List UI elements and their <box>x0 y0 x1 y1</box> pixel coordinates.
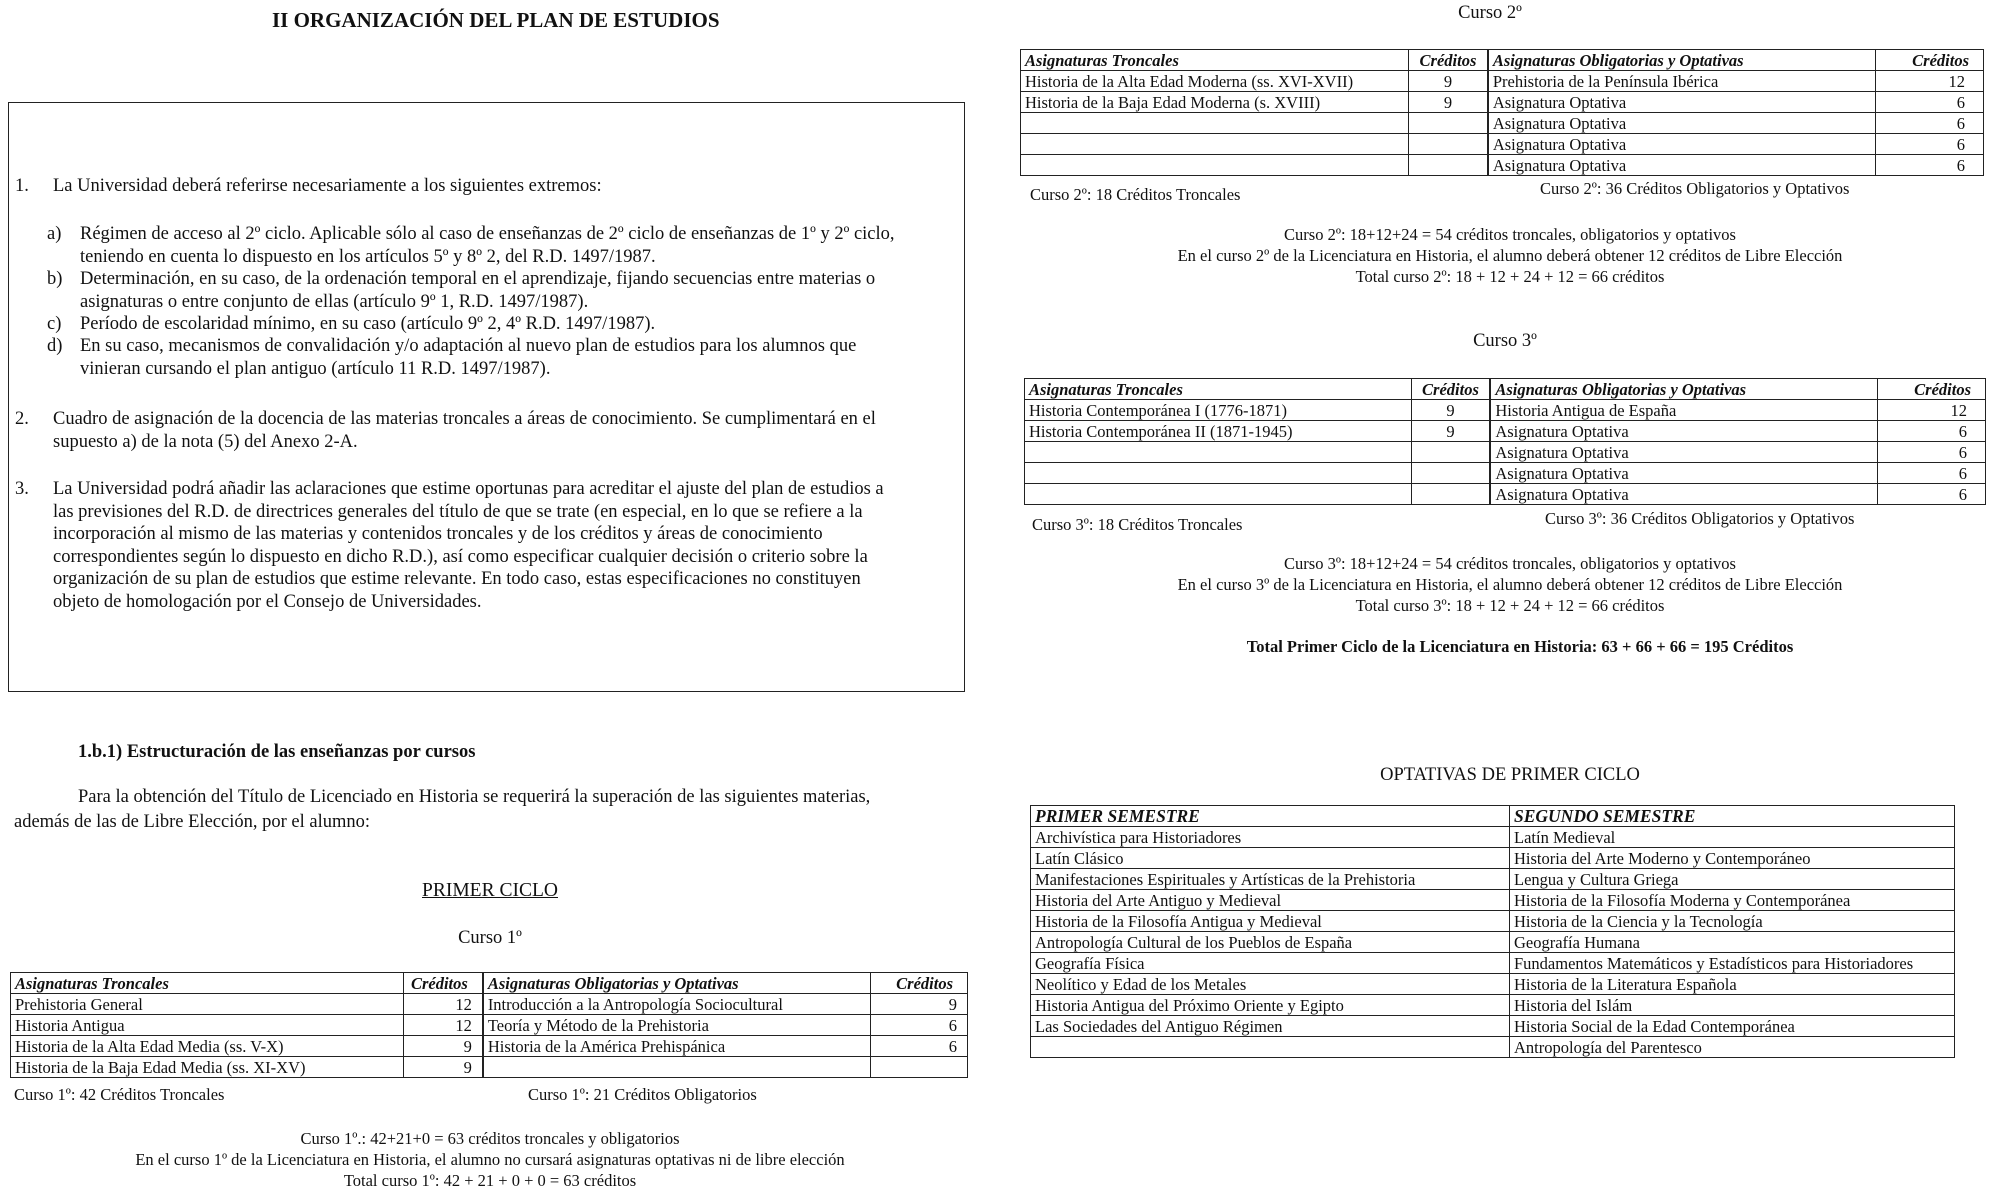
table-row <box>11 994 968 1015</box>
sub-label: b) <box>47 269 63 289</box>
cell-creditos <box>1409 155 1488 176</box>
cell-troncal <box>1025 442 1412 463</box>
header-creditos-2: Créditos <box>870 973 967 994</box>
curso3-foot-left: Curso 3º: 18 Créditos Troncales <box>1032 515 1243 534</box>
cell-primer: Antropología Cultural de los Pueblos de España <box>1031 932 1510 953</box>
sub-line: vinieran cursando el plan antiguo (artículo 11 R.D. 1497/1987). <box>80 358 551 379</box>
cell-troncal <box>1021 113 1409 134</box>
sub-label: a) <box>47 224 62 244</box>
cell-troncal: Historia de la Alta Edad Moderna (ss. XVI-XVII) <box>1021 71 1409 92</box>
cell-obligatoria: Asignatura Optativa <box>1490 463 1877 484</box>
note-line: Cuadro de asignación de la docencia de las materias troncales a áreas de conocimiento. Se cumplimentará en el <box>53 409 876 429</box>
cell-creditos: 6 <box>1875 155 1983 176</box>
curso1-foot-right: Curso 1º: 21 Créditos Obligatorios <box>528 1085 757 1104</box>
summary-line: En el curso 2º de la Licenciatura en Historia, el alumno deberá obtener 12 créditos de Libre Elección <box>1177 246 1843 265</box>
table-header-row <box>1021 50 1984 71</box>
cell-obligatoria: Introducción a la Antropología Sociocultural <box>483 994 870 1015</box>
cell-obligatoria: Asignatura Optativa <box>1488 92 1875 113</box>
table-row <box>1021 155 1984 176</box>
cell-troncal: Historia de la Baja Edad Moderna (s. XVIII) <box>1021 92 1409 113</box>
cell-troncal: Historia de la Alta Edad Media (ss. V-X) <box>11 1036 404 1057</box>
cell-segundo: Historia de la Filosofía Moderna y Contemporánea <box>1510 890 1955 911</box>
note-text: La Universidad deberá referirse necesariamente a los siguientes extremos: <box>53 176 602 196</box>
cell-creditos: 9 <box>870 994 967 1015</box>
table-row <box>11 1057 968 1078</box>
note-number: 3. <box>15 479 29 499</box>
sub-line: Régimen de acceso al 2º ciclo. Aplicable sólo al caso de enseñanzas de 2º ciclo de enseñanzas de 1º y 2º ciclo, <box>80 224 895 244</box>
cell-troncal <box>1021 155 1409 176</box>
cell-primer <box>1031 1037 1510 1058</box>
cell-primer: Latín Clásico <box>1031 848 1510 869</box>
cell-obligatoria: Historia Antigua de España <box>1490 400 1877 421</box>
cell-obligatoria: Asignatura Optativa <box>1490 421 1877 442</box>
cell-primer: Archivística para Historiadores <box>1031 827 1510 848</box>
cell-creditos: 6 <box>1877 421 1985 442</box>
curso2-foot-left: Curso 2º: 18 Créditos Troncales <box>1030 185 1241 204</box>
cell-obligatoria: Prehistoria de la Península Ibérica <box>1488 71 1875 92</box>
summary-line: Total curso 3º: 18 + 12 + 24 + 12 = 66 créditos <box>1355 596 1665 615</box>
header-creditos: Créditos <box>1409 50 1488 71</box>
note-line: objeto de homologación por el Consejo de Universidades. <box>53 591 482 612</box>
note-line: organización de su plan de estudios que estime relevante. En todo caso, estas especificaciones no constituyen <box>53 569 861 589</box>
cell-troncal: Historia de la Baja Edad Media (ss. XI-XV) <box>11 1057 404 1078</box>
sub-line: Determinación, en su caso, de la ordenación temporal en el aprendizaje, fijando secuencias entre materias o <box>80 269 876 289</box>
section-heading: 1.b.1) Estructuración de las enseñanzas por cursos <box>78 742 476 762</box>
cell-troncal: Historia Antigua <box>11 1015 404 1036</box>
cell-primer: Historia Antigua del Próximo Oriente y Egipto <box>1031 995 1510 1016</box>
curso1-summary <box>40 1128 940 1191</box>
cell-creditos <box>1411 442 1490 463</box>
curso2-foot-right: Curso 2º: 36 Créditos Obligatorios y Optativos <box>1540 179 1850 198</box>
cell-primer: Historia de la Filosofía Antigua y Medieval <box>1031 911 1510 932</box>
curso1-foot-left: Curso 1º: 42 Créditos Troncales <box>14 1085 225 1104</box>
curso3-title: Curso 3º <box>1473 331 1537 351</box>
table-row <box>1031 1037 1955 1058</box>
sub-label: c) <box>47 314 62 334</box>
note-number: 1. <box>15 176 29 196</box>
header-troncales: Asignaturas Troncales <box>1021 50 1409 71</box>
cell-troncal <box>1021 134 1409 155</box>
table-row <box>1031 1016 1955 1037</box>
curso1-table <box>10 972 968 1078</box>
cell-segundo: Historia Social de la Edad Contemporánea <box>1510 1016 1955 1037</box>
cell-creditos: 9 <box>1409 92 1488 113</box>
note-line: supuesto a) de la nota (5) del Anexo 2-A. <box>53 431 358 452</box>
summary-line: En el curso 3º de la Licenciatura en Historia, el alumno deberá obtener 12 créditos de Libre Elección <box>1177 575 1843 594</box>
summary-line: Total curso 1º: 42 + 21 + 0 + 0 = 63 créditos <box>343 1171 637 1190</box>
table-row <box>1025 463 1986 484</box>
cell-creditos <box>1409 134 1488 155</box>
header-primer-semestre: PRIMER SEMESTRE <box>1031 806 1510 827</box>
table-row <box>1031 995 1955 1016</box>
cell-creditos: 9 <box>1409 71 1488 92</box>
cell-troncal: Prehistoria General <box>11 994 404 1015</box>
cell-obligatoria: Asignatura Optativa <box>1490 484 1877 505</box>
cell-troncal: Historia Contemporánea II (1871-1945) <box>1025 421 1412 442</box>
section-paragraph-line: además de las de Libre Elección, por el alumno: <box>14 812 370 832</box>
table-header-row <box>1025 379 1986 400</box>
curso2-summary <box>1060 224 1960 287</box>
header-creditos: Créditos <box>404 973 483 994</box>
header-obligatorias: Asignaturas Obligatorias y Optativas <box>1490 379 1877 400</box>
cell-creditos: 6 <box>870 1015 967 1036</box>
table-row <box>11 1015 968 1036</box>
cell-creditos: 9 <box>1411 421 1490 442</box>
summary-line: En el curso 1º de la Licenciatura en Historia, el alumno no cursará asignaturas optativas ni de libre elección <box>135 1150 845 1169</box>
optativas-title: OPTATIVAS DE PRIMER CICLO <box>1380 765 1640 785</box>
note-number: 2. <box>15 409 29 429</box>
note-line: incorporación al mismo de las materias y contenidos troncales y de los créditos y áreas de conocimiento <box>53 524 823 544</box>
header-troncales: Asignaturas Troncales <box>1025 379 1412 400</box>
cell-primer: Neolítico y Edad de los Metales <box>1031 974 1510 995</box>
cell-creditos: 6 <box>1877 463 1985 484</box>
cell-segundo: Geografía Humana <box>1510 932 1955 953</box>
sub-line: En su caso, mecanismos de convalidación y/o adaptación al nuevo plan de estudios para los alumnos que <box>80 336 857 356</box>
table-row <box>1031 890 1955 911</box>
total-ciclo: Total Primer Ciclo de la Licenciatura en Historia: 63 + 66 + 66 = 195 Créditos <box>1246 637 1794 656</box>
header-creditos-2: Créditos <box>1877 379 1985 400</box>
cell-creditos <box>1409 113 1488 134</box>
cell-creditos: 6 <box>1875 113 1983 134</box>
page-heading: II ORGANIZACIÓN DEL PLAN DE ESTUDIOS <box>272 8 720 32</box>
table-row <box>1025 421 1986 442</box>
summary-line: Total curso 2º: 18 + 12 + 24 + 12 = 66 créditos <box>1355 267 1665 286</box>
cell-segundo: Antropología del Parentesco <box>1510 1037 1955 1058</box>
summary-line: Curso 1º.: 42+21+0 = 63 créditos troncales y obligatorios <box>300 1129 680 1148</box>
note-line: correspondientes según lo dispuesto en dicho R.D.), así como especificar cualquier decisión o criterio sobre la <box>53 546 868 567</box>
note-line: La Universidad podrá añadir las aclaraciones que estime oportunas para acreditar el ajuste del plan de estudios a <box>53 479 884 499</box>
table-header-row <box>11 973 968 994</box>
optativas-table <box>1030 805 1955 1058</box>
cell-primer: Las Sociedades del Antiguo Régimen <box>1031 1016 1510 1037</box>
curso3-foot-right: Curso 3º: 36 Créditos Obligatorios y Optativos <box>1545 509 1855 528</box>
table-row <box>1025 400 1986 421</box>
cell-segundo: Historia del Arte Moderno y Contemporáneo <box>1510 848 1955 869</box>
cell-segundo: Fundamentos Matemáticos y Estadísticos para Historiadores <box>1510 953 1955 974</box>
cell-obligatoria: Asignatura Optativa <box>1488 155 1875 176</box>
cell-obligatoria: Teoría y Método de la Prehistoria <box>483 1015 870 1036</box>
notes-box <box>8 102 965 692</box>
cell-troncal <box>1025 484 1412 505</box>
sub-label: d) <box>47 336 63 356</box>
curso3-table <box>1024 378 1986 505</box>
cell-primer: Historia del Arte Antiguo y Medieval <box>1031 890 1510 911</box>
header-creditos-2: Créditos <box>1875 50 1983 71</box>
curso2-title: Curso 2º <box>1458 3 1522 23</box>
curso3-summary <box>1060 553 1960 616</box>
cell-troncal <box>1025 463 1412 484</box>
curso2-table <box>1020 49 1984 176</box>
cell-creditos <box>1411 463 1490 484</box>
cell-creditos: 6 <box>1875 92 1983 113</box>
cell-creditos: 12 <box>1875 71 1983 92</box>
summary-line: Curso 3º: 18+12+24 = 54 créditos troncales, obligatorios y optativos <box>1284 554 1736 573</box>
cell-primer: Geografía Física <box>1031 953 1510 974</box>
cell-segundo: Historia del Islám <box>1510 995 1955 1016</box>
table-row <box>1021 71 1984 92</box>
table-header-row <box>1031 806 1955 827</box>
cell-creditos: 9 <box>1411 400 1490 421</box>
table-row <box>1025 484 1986 505</box>
cell-segundo: Historia de la Ciencia y la Tecnología <box>1510 911 1955 932</box>
table-row <box>1031 974 1955 995</box>
table-row <box>1031 953 1955 974</box>
cell-segundo: Historia de la Literatura Española <box>1510 974 1955 995</box>
table-row <box>1021 92 1984 113</box>
table-row <box>1025 442 1986 463</box>
cell-creditos: 6 <box>870 1036 967 1057</box>
cell-creditos: 6 <box>1877 442 1985 463</box>
cell-creditos: 9 <box>404 1036 483 1057</box>
summary-line: Curso 2º: 18+12+24 = 54 créditos troncales, obligatorios y optativos <box>1284 225 1736 244</box>
cell-obligatoria: Asignatura Optativa <box>1488 134 1875 155</box>
header-obligatorias: Asignaturas Obligatorias y Optativas <box>1488 50 1875 71</box>
header-segundo-semestre: SEGUNDO SEMESTRE <box>1510 806 1955 827</box>
table-row <box>1021 134 1984 155</box>
header-obligatorias: Asignaturas Obligatorias y Optativas <box>483 973 870 994</box>
cycle-title <box>320 880 660 902</box>
cell-obligatoria <box>483 1057 870 1078</box>
cycle-title-text: PRIMER CICLO <box>422 880 558 901</box>
cell-creditos: 12 <box>404 1015 483 1036</box>
cell-obligatoria: Asignatura Optativa <box>1490 442 1877 463</box>
table-row <box>1021 113 1984 134</box>
table-row <box>1031 932 1955 953</box>
cell-segundo: Lengua y Cultura Griega <box>1510 869 1955 890</box>
cell-segundo: Latín Medieval <box>1510 827 1955 848</box>
cell-creditos: 12 <box>404 994 483 1015</box>
note-line: las previsiones del R.D. de directrices generales del título de que se trate (en especial, en lo que se refiere a la <box>53 501 863 522</box>
cell-creditos <box>1411 484 1490 505</box>
cell-creditos: 6 <box>1877 484 1985 505</box>
cell-creditos: 12 <box>1877 400 1985 421</box>
sub-line: teniendo en cuenta lo dispuesto en los artículos 5º y 8º 2, del R.D. 1497/1987. <box>80 246 656 267</box>
table-row <box>1031 869 1955 890</box>
cell-troncal: Historia Contemporánea I (1776-1871) <box>1025 400 1412 421</box>
table-row <box>11 1036 968 1057</box>
cell-obligatoria: Asignatura Optativa <box>1488 113 1875 134</box>
cell-obligatoria: Historia de la América Prehispánica <box>483 1036 870 1057</box>
sub-line: Período de escolaridad mínimo, en su caso (artículo 9º 2, 4º R.D. 1497/1987). <box>80 314 656 334</box>
header-creditos: Créditos <box>1411 379 1490 400</box>
cell-creditos <box>870 1057 967 1078</box>
cell-primer: Manifestaciones Espirituales y Artísticas de la Prehistoria <box>1031 869 1510 890</box>
sub-line: asignaturas o entre conjunto de ellas (artículo 9º 1, R.D. 1497/1987). <box>80 291 589 312</box>
table-row <box>1031 848 1955 869</box>
curso1-title: Curso 1º <box>458 928 522 948</box>
header-troncales: Asignaturas Troncales <box>11 973 404 994</box>
table-row <box>1031 827 1955 848</box>
cell-creditos: 6 <box>1875 134 1983 155</box>
table-row <box>1031 911 1955 932</box>
cell-creditos: 9 <box>404 1057 483 1078</box>
section-paragraph-line: Para la obtención del Título de Licenciado en Historia se requerirá la superación de las siguientes materias, <box>78 787 871 807</box>
